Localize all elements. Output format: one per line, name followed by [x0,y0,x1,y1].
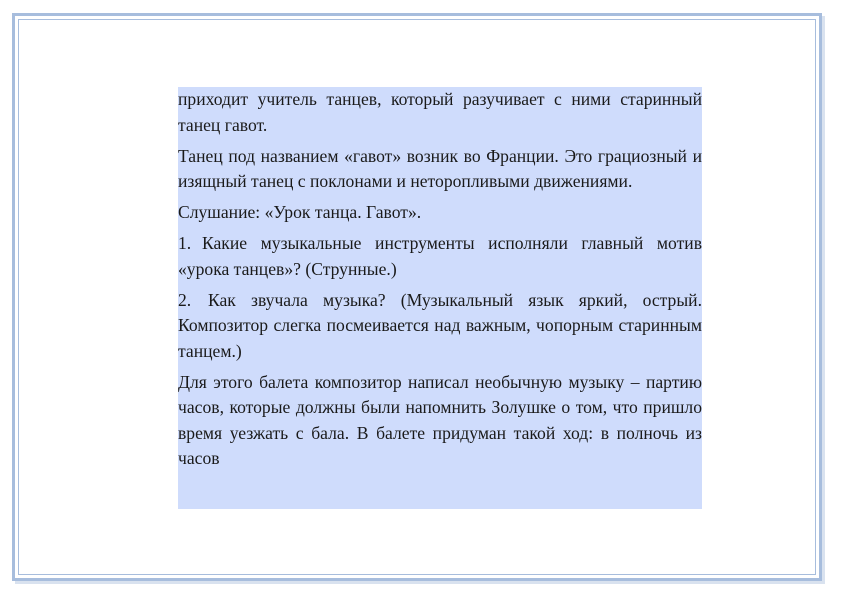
frame-shadow [15,581,825,584]
list-number: 2. [178,289,192,310]
list-item-text: Как звучала музыка? (Музыкальный язык яркий, острый. Композитор слегка посмеивается над важным, чопорным старинным танцем.) [178,289,702,361]
paragraph: Слушание: «Урок танца. Гавот». [178,202,422,222]
list-item-text: Какие музыкальные инструменты исполняли главный мотив «урока танцев»? (Струнные.) [178,233,702,279]
text-box[interactable] [178,87,702,509]
paragraph: Танец под названием «гавот» возник во Франции. Это грациозный и изящный танец с поклонами и неторопливыми движениями. [178,145,702,191]
paragraph: приходит учитель танцев, который разучивает с ними старинный танец гавот. [178,89,702,135]
list-item [178,288,702,365]
list-number: 1. [178,233,192,253]
frame-shadow [822,16,825,584]
paragraph: Для этого балета композитор написал необычную музыку – партию часов, которые должны были напомнить Золушке о том, что пришло время уезжать с бала. В балете придуман такой ход: в полночь из часов [178,371,702,468]
list-item [178,231,702,282]
